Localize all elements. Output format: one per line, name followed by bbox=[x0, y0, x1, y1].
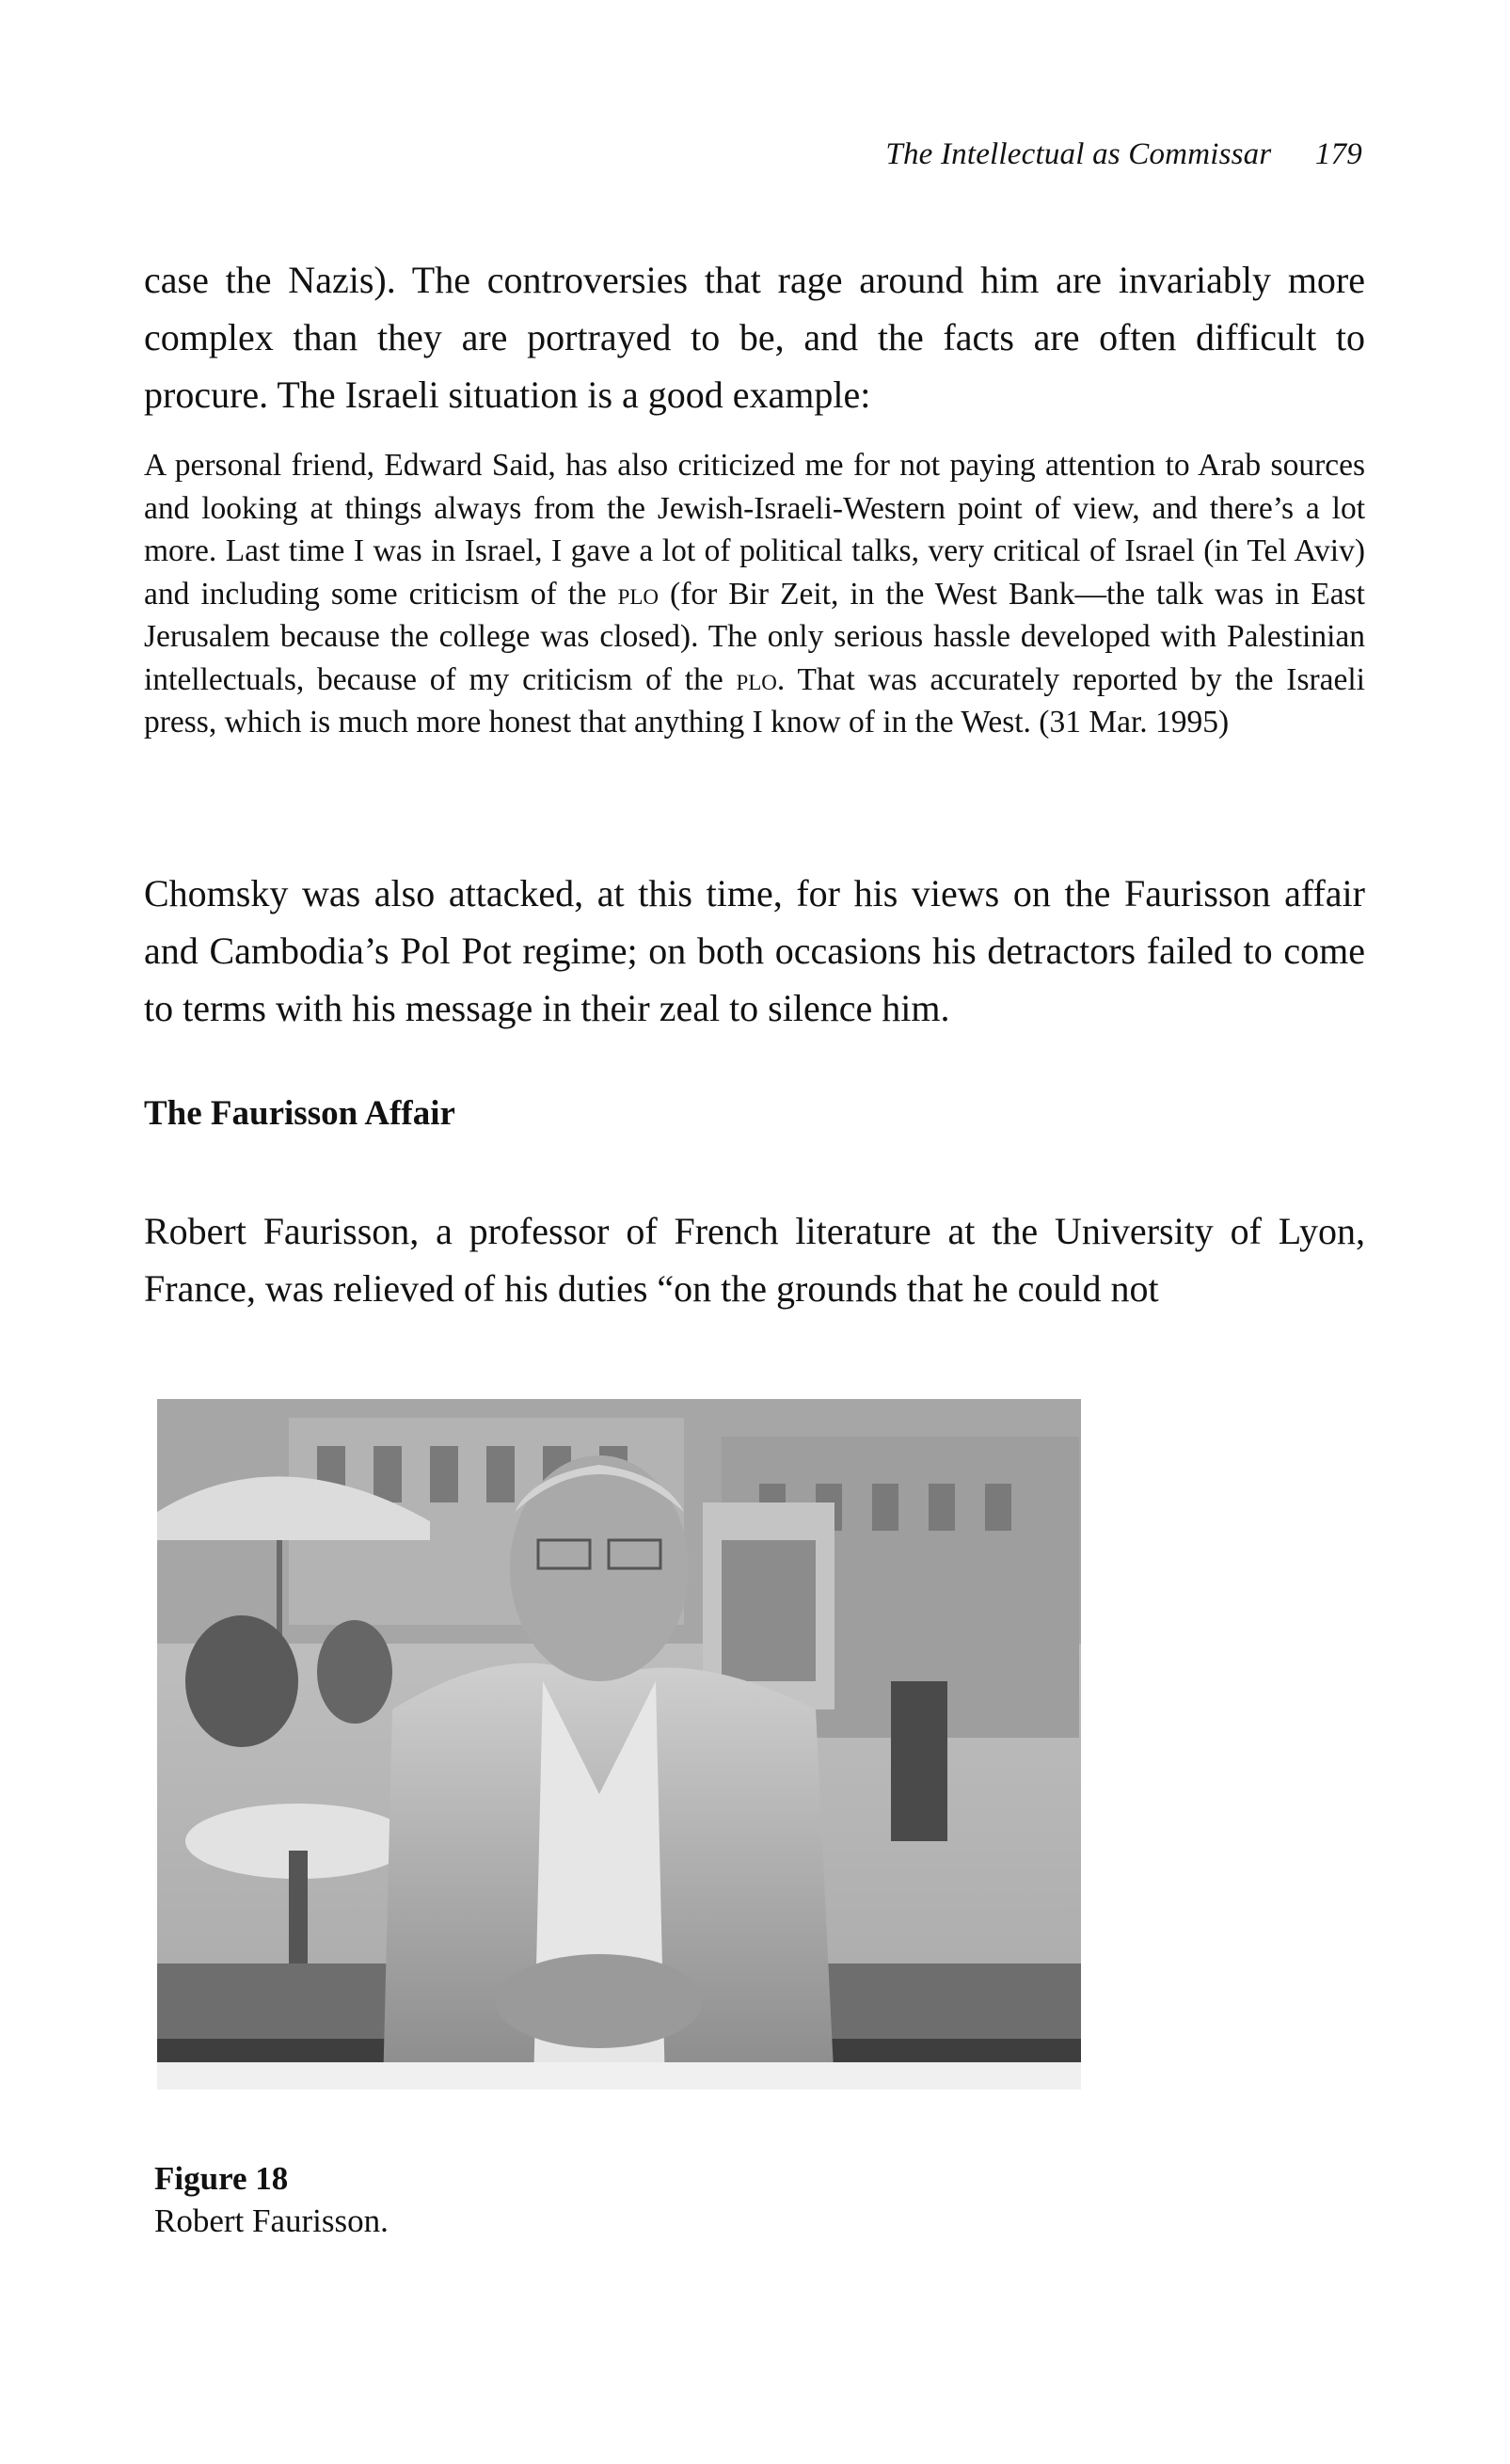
running-head-title: The Intellectual as Commissar bbox=[885, 137, 1272, 171]
block-quote bbox=[144, 444, 1365, 744]
figure-photo bbox=[157, 1399, 1081, 2090]
quote-text-2: (for Bir Zeit, in the West Bank—the talk was in East Jerusalem because the college was closed). The only serious hassle developed with Palestinian intellectuals, because of my criticism of the bbox=[144, 576, 1365, 697]
paragraph-2: Chomsky was also attacked, at this time, for his views on the Faurisson affair and Cambodia’s Pol Pot regime; on both occasions his detractors failed to come to terms with his message in their zeal to silence him. bbox=[144, 872, 1365, 1029]
quote-abbr-plo-2: plo bbox=[736, 661, 777, 697]
paragraph-3: Robert Faurisson, a professor of French literature at the University of Lyon, France, was relieved of his duties “on the grounds that he could not bbox=[144, 1210, 1365, 1310]
figure-caption: Robert Faurisson. bbox=[154, 2202, 389, 2239]
figure-label: Figure 18 bbox=[154, 2160, 289, 2197]
quote-abbr-plo-1: plo bbox=[617, 576, 660, 612]
running-head bbox=[141, 137, 1362, 172]
section-heading: The Faurisson Affair bbox=[144, 1094, 455, 1133]
quote-text-3: . That was accurately reported by the Israeli press, which is much more honest that anything I know of in the West. (31 Mar. 1995) bbox=[144, 661, 1365, 739]
paragraph-1: case the Nazis). The controversies that rage around him are invariably more complex than they are portrayed to be, and the facts are often difficult to procure. The Israeli situation is a good example: bbox=[144, 259, 1365, 416]
quote-text-1: A personal friend, Edward Said, has also criticized me for not paying attention to Arab sources and looking at things always from the Jewish-Israeli-Western point of view, and there’s a lot more. Last time I was in Israel, I gave a lot of political talks, very critical of Israel (in Tel Aviv) and including some criticism of the bbox=[144, 448, 1365, 612]
photo-illustration bbox=[157, 1399, 1081, 2090]
page-number: 179 bbox=[1314, 137, 1362, 171]
